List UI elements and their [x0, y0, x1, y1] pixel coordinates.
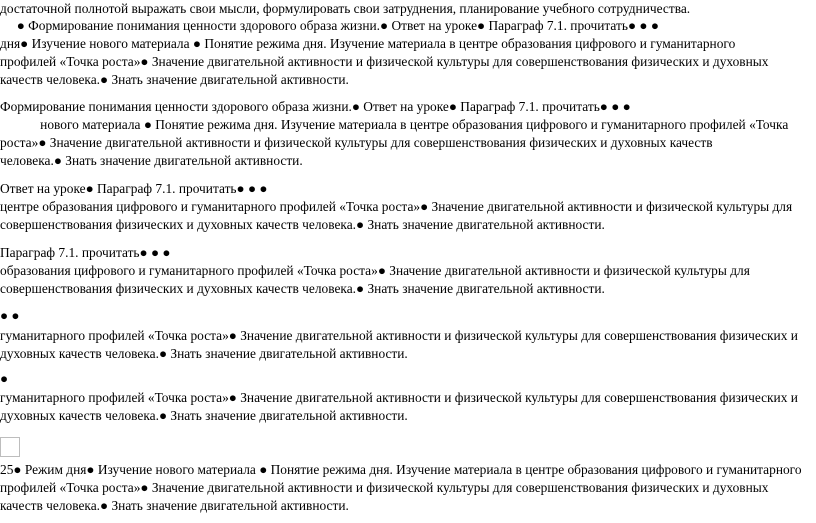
p1-line-2: ● Формирование понимания ценности здорового образа жизни.● Ответ на уроке● Параграф 7.1. прочитать● ● ●: [0, 18, 659, 33]
p3-line-3: совершенствования физических и духовных качеств человека.● Знать значение двигательной активности.: [0, 217, 605, 232]
p1-line-3: дня● Изучение нового материала ● Понятие режима дня. Изучение материала в центре образования цифрового и гуманитарного: [0, 36, 736, 51]
p3-line-2: центре образования цифрового и гуманитарного профилей «Точка роста»● Значение двигательной активности и физической культуры для: [0, 199, 793, 214]
p4-line-1: Параграф 7.1. прочитать● ● ●: [0, 245, 171, 260]
p6-line-2: гуманитарного профилей «Точка роста»● Значение двигательной активности и физической культуры для совершенствования физических и: [0, 390, 798, 405]
p2-line-3: роста»● Значение двигательной активности и физической культуры для совершенствования физических и духовных качеств: [0, 135, 713, 150]
p7-line-3: качеств человека.● Знать значение двигательной активности.: [0, 498, 349, 513]
p3-line-1: Ответ на уроке● Параграф 7.1. прочитать● ● ●: [0, 181, 268, 196]
p6-line-3: духовных качеств человека.● Знать значение двигательной активности.: [0, 408, 408, 423]
p1-line-5: качеств человека.● Знать значение двигательной активности.: [0, 72, 349, 87]
p5-line-3: духовных качеств человека.● Знать значение двигательной активности.: [0, 346, 408, 361]
p1-line-4: профилей «Точка роста»● Значение двигательной активности и физической культуры для совершенствования физических и духовных: [0, 54, 769, 69]
p2-line-1: Формирование понимания ценности здорового образа жизни.● Ответ на уроке● Параграф 7.1. прочитать● ● ●: [0, 99, 631, 114]
empty-checkbox-frame: [0, 437, 20, 457]
p7-line-2: профилей «Точка роста»● Значение двигательной активности и физической культуры для совершенствования физических и духовных: [0, 480, 769, 495]
p1-line-1: достаточной полнотой выражать свои мысли, формулировать свои затруднения, планирование учебного сотрудничества.: [0, 1, 691, 16]
p5-bullets: ● ●: [0, 308, 20, 323]
p6-bullet: ●: [0, 371, 9, 386]
p2-line-4: человека.● Знать значение двигательной активности.: [0, 153, 303, 168]
p7-line-1: 25● Режим дня● Изучение нового материала ● Понятие режима дня. Изучение материала в центре образования цифрового и гуманитарного: [0, 462, 802, 477]
p2-line-2: нового материала ● Понятие режима дня. Изучение материала в центре образования цифрового и гуманитарного профилей «Точка: [0, 117, 789, 132]
p4-line-3: совершенствования физических и духовных качеств человека.● Знать значение двигательной активности.: [0, 281, 605, 296]
p5-line-2: гуманитарного профилей «Точка роста»● Значение двигательной активности и физической культуры для совершенствования физических и: [0, 328, 798, 343]
p4-line-2: образования цифрового и гуманитарного профилей «Точка роста»● Значение двигательной активности и физической культуры для: [0, 263, 750, 278]
